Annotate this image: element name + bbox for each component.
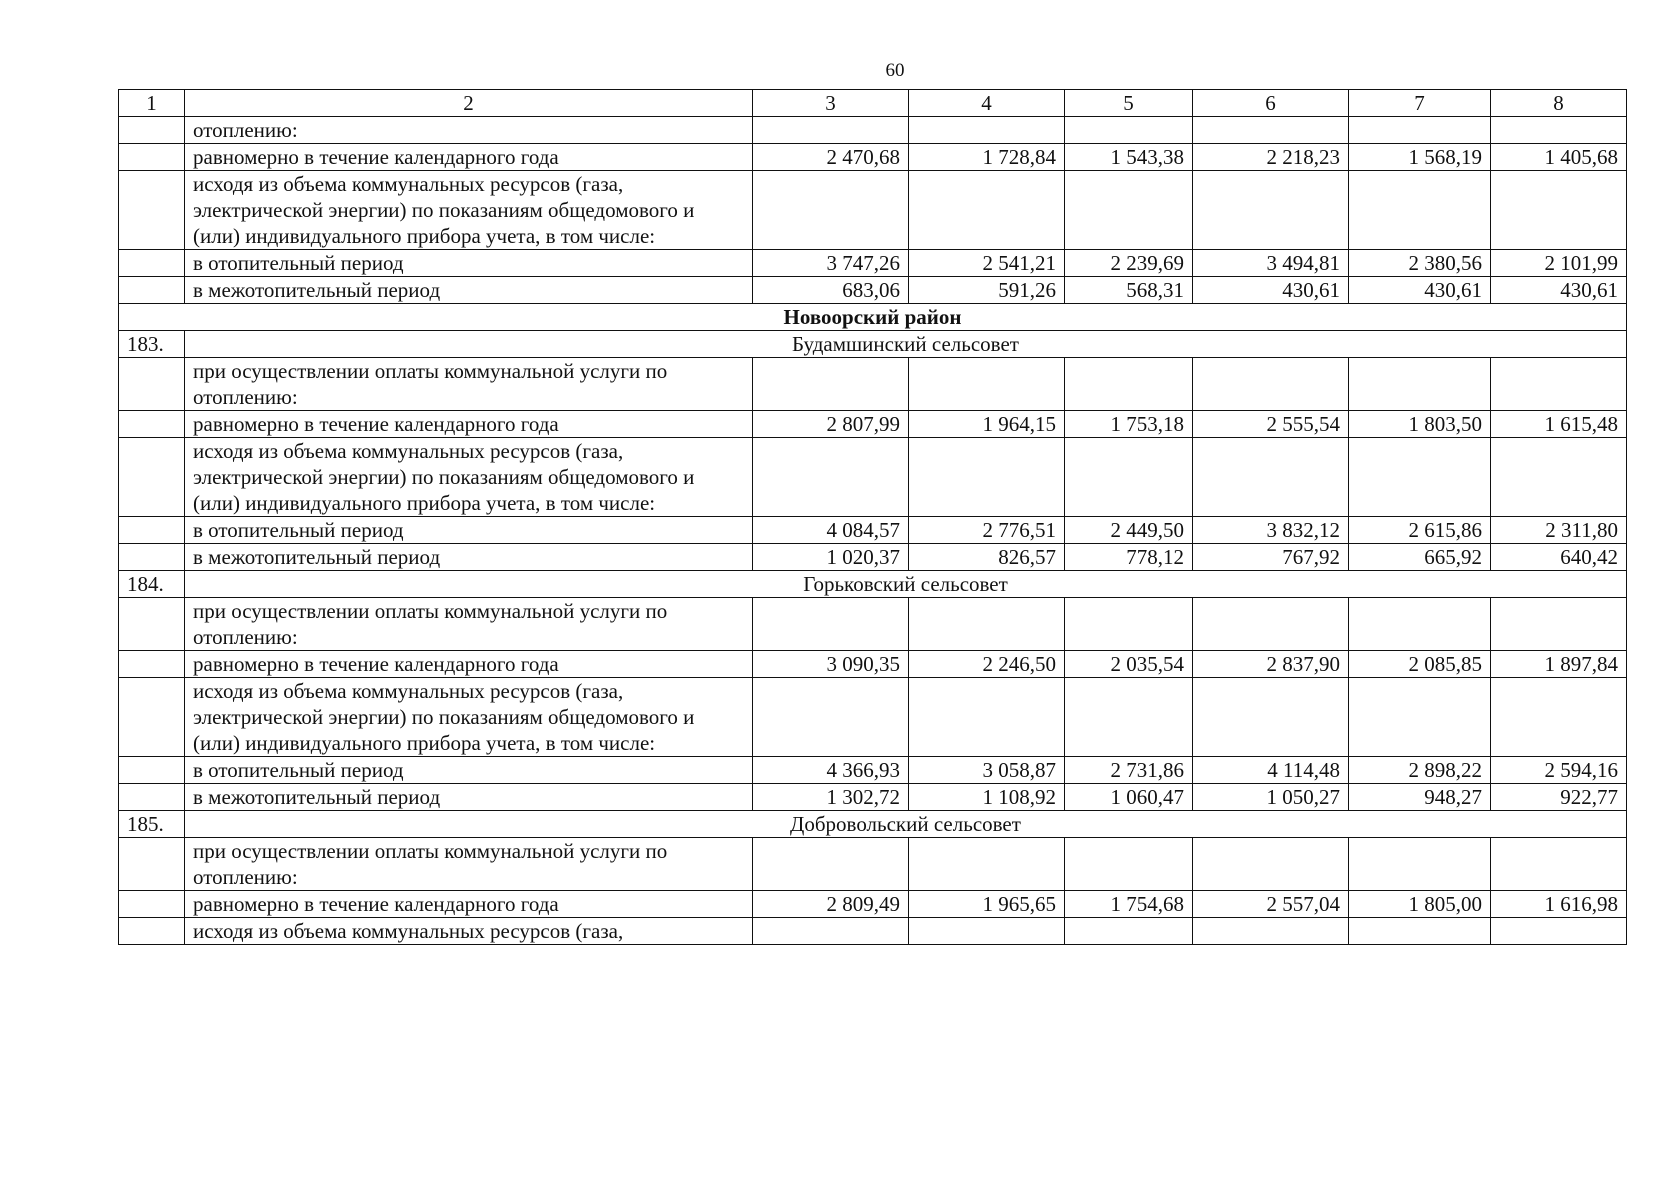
row-label: равномерно в течение календарного года <box>185 144 753 171</box>
value-cell-col-7: 948,27 <box>1349 784 1491 811</box>
table-body <box>119 90 1627 945</box>
value-cell-col-5: 2 035,54 <box>1065 651 1193 678</box>
value-cell-col-6 <box>1193 438 1349 517</box>
column-header: 5 <box>1065 90 1193 117</box>
value-cell-col-6: 1 050,27 <box>1193 784 1349 811</box>
column-header: 8 <box>1491 90 1627 117</box>
value-cell-col-6: 767,92 <box>1193 544 1349 571</box>
value-cell-col-6: 2 557,04 <box>1193 891 1349 918</box>
value-cell-col-7: 1 805,00 <box>1349 891 1491 918</box>
value-cell-col-7: 1 568,19 <box>1349 144 1491 171</box>
table-row <box>119 438 1627 517</box>
value-cell-col-3: 4 084,57 <box>753 517 909 544</box>
value-cell-col-5: 2 239,69 <box>1065 250 1193 277</box>
value-cell-col-4: 1 965,65 <box>909 891 1065 918</box>
row-label: отоплению: <box>185 117 753 144</box>
column-header: 6 <box>1193 90 1349 117</box>
value-cell-col-6 <box>1193 171 1349 250</box>
value-cell-col-6: 4 114,48 <box>1193 757 1349 784</box>
value-cell-col-5: 2 449,50 <box>1065 517 1193 544</box>
value-cell-col-3 <box>753 117 909 144</box>
settlement-header-row <box>119 811 1627 838</box>
value-cell-col-5 <box>1065 838 1193 891</box>
value-cell-col-3: 1 302,72 <box>753 784 909 811</box>
row-number <box>119 784 185 811</box>
tariff-table <box>118 89 1627 945</box>
value-cell-col-8: 2 311,80 <box>1491 517 1627 544</box>
row-label: равномерно в течение календарного года <box>185 411 753 438</box>
table-row <box>119 918 1627 945</box>
row-number <box>119 838 185 891</box>
value-cell-col-5: 1 543,38 <box>1065 144 1193 171</box>
value-cell-col-4: 2 246,50 <box>909 651 1065 678</box>
row-label: исходя из объема коммунальных ресурсов (газа, электрической энергии) по показаниям общедомового и (или) индивидуального прибора учета, в том числе: <box>185 171 753 250</box>
value-cell-col-5 <box>1065 358 1193 411</box>
value-cell-col-3 <box>753 171 909 250</box>
table-row <box>119 144 1627 171</box>
row-label: при осуществлении оплаты коммунальной услуги по отоплению: <box>185 598 753 651</box>
value-cell-col-6 <box>1193 678 1349 757</box>
row-number <box>119 918 185 945</box>
value-cell-col-3: 2 809,49 <box>753 891 909 918</box>
row-number <box>119 117 185 144</box>
value-cell-col-6: 430,61 <box>1193 277 1349 304</box>
value-cell-col-8 <box>1491 438 1627 517</box>
table-row <box>119 250 1627 277</box>
table-row <box>119 411 1627 438</box>
settlement-title: Будамшинский сельсовет <box>185 331 1627 358</box>
value-cell-col-6 <box>1193 358 1349 411</box>
value-cell-col-8 <box>1491 598 1627 651</box>
value-cell-col-8: 640,42 <box>1491 544 1627 571</box>
value-cell-col-6: 2 218,23 <box>1193 144 1349 171</box>
value-cell-col-4 <box>909 358 1065 411</box>
value-cell-col-7: 2 615,86 <box>1349 517 1491 544</box>
value-cell-col-6 <box>1193 598 1349 651</box>
value-cell-col-5: 568,31 <box>1065 277 1193 304</box>
value-cell-col-6: 3 832,12 <box>1193 517 1349 544</box>
value-cell-col-8 <box>1491 918 1627 945</box>
value-cell-col-7 <box>1349 358 1491 411</box>
value-cell-col-4: 2 776,51 <box>909 517 1065 544</box>
table-row <box>119 517 1627 544</box>
table-row <box>119 757 1627 784</box>
row-label: в отопительный период <box>185 517 753 544</box>
value-cell-col-4: 1 728,84 <box>909 144 1065 171</box>
value-cell-col-8: 1 616,98 <box>1491 891 1627 918</box>
row-label: в отопительный период <box>185 757 753 784</box>
row-number <box>119 678 185 757</box>
value-cell-col-4: 1 108,92 <box>909 784 1065 811</box>
value-cell-col-5 <box>1065 117 1193 144</box>
value-cell-col-7 <box>1349 918 1491 945</box>
value-cell-col-3 <box>753 918 909 945</box>
row-number <box>119 358 185 411</box>
value-cell-col-6 <box>1193 838 1349 891</box>
row-number <box>119 171 185 250</box>
value-cell-col-8: 430,61 <box>1491 277 1627 304</box>
value-cell-col-5 <box>1065 918 1193 945</box>
row-number <box>119 411 185 438</box>
value-cell-col-7: 665,92 <box>1349 544 1491 571</box>
value-cell-col-4 <box>909 918 1065 945</box>
value-cell-col-8: 922,77 <box>1491 784 1627 811</box>
value-cell-col-4: 826,57 <box>909 544 1065 571</box>
value-cell-col-6 <box>1193 918 1349 945</box>
column-header: 7 <box>1349 90 1491 117</box>
table-row <box>119 651 1627 678</box>
row-number <box>119 250 185 277</box>
table-row <box>119 358 1627 411</box>
value-cell-col-5 <box>1065 438 1193 517</box>
district-title: Новоорский район <box>119 304 1627 331</box>
value-cell-col-4: 2 541,21 <box>909 250 1065 277</box>
column-header-row <box>119 90 1627 117</box>
value-cell-col-6: 2 555,54 <box>1193 411 1349 438</box>
row-label: равномерно в течение календарного года <box>185 651 753 678</box>
value-cell-col-3: 2 807,99 <box>753 411 909 438</box>
value-cell-col-5: 2 731,86 <box>1065 757 1193 784</box>
settlement-title: Добровольский сельсовет <box>185 811 1627 838</box>
value-cell-col-6: 3 494,81 <box>1193 250 1349 277</box>
value-cell-col-6: 2 837,90 <box>1193 651 1349 678</box>
table-row <box>119 277 1627 304</box>
row-number <box>119 757 185 784</box>
table-row <box>119 598 1627 651</box>
value-cell-col-7 <box>1349 598 1491 651</box>
row-label: исходя из объема коммунальных ресурсов (газа, электрической энергии) по показаниям общедомового и (или) индивидуального прибора учета, в том числе: <box>185 438 753 517</box>
row-number <box>119 144 185 171</box>
settlement-title: Горьковский сельсовет <box>185 571 1627 598</box>
value-cell-col-8 <box>1491 678 1627 757</box>
value-cell-col-7 <box>1349 838 1491 891</box>
value-cell-col-7: 430,61 <box>1349 277 1491 304</box>
column-header: 2 <box>185 90 753 117</box>
row-label: при осуществлении оплаты коммунальной услуги по отоплению: <box>185 838 753 891</box>
value-cell-col-7 <box>1349 117 1491 144</box>
row-number: 184. <box>119 571 185 598</box>
value-cell-col-4 <box>909 438 1065 517</box>
value-cell-col-8: 2 594,16 <box>1491 757 1627 784</box>
value-cell-col-4 <box>909 678 1065 757</box>
value-cell-col-5: 1 060,47 <box>1065 784 1193 811</box>
row-label: равномерно в течение календарного года <box>185 891 753 918</box>
value-cell-col-4 <box>909 838 1065 891</box>
settlement-header-row <box>119 571 1627 598</box>
column-header: 3 <box>753 90 909 117</box>
value-cell-col-7: 2 085,85 <box>1349 651 1491 678</box>
value-cell-col-4 <box>909 598 1065 651</box>
value-cell-col-8: 1 897,84 <box>1491 651 1627 678</box>
row-label: в межотопительный период <box>185 277 753 304</box>
table-row <box>119 678 1627 757</box>
value-cell-col-7 <box>1349 171 1491 250</box>
row-number <box>119 277 185 304</box>
value-cell-col-5: 1 754,68 <box>1065 891 1193 918</box>
value-cell-col-8: 2 101,99 <box>1491 250 1627 277</box>
value-cell-col-3: 2 470,68 <box>753 144 909 171</box>
row-number <box>119 544 185 571</box>
value-cell-col-5 <box>1065 171 1193 250</box>
value-cell-col-4: 591,26 <box>909 277 1065 304</box>
table-row <box>119 891 1627 918</box>
value-cell-col-3 <box>753 678 909 757</box>
row-label: в межотопительный период <box>185 544 753 571</box>
value-cell-col-5: 778,12 <box>1065 544 1193 571</box>
row-number <box>119 651 185 678</box>
table-row <box>119 171 1627 250</box>
page-number: 60 <box>885 60 905 81</box>
value-cell-col-3 <box>753 838 909 891</box>
value-cell-col-5 <box>1065 598 1193 651</box>
row-number <box>119 891 185 918</box>
value-cell-col-4 <box>909 171 1065 250</box>
row-number: 183. <box>119 331 185 358</box>
row-number <box>119 438 185 517</box>
value-cell-col-6 <box>1193 117 1349 144</box>
value-cell-col-3: 1 020,37 <box>753 544 909 571</box>
value-cell-col-8 <box>1491 171 1627 250</box>
settlement-header-row <box>119 331 1627 358</box>
value-cell-col-3 <box>753 358 909 411</box>
value-cell-col-8 <box>1491 838 1627 891</box>
column-header: 4 <box>909 90 1065 117</box>
value-cell-col-4: 1 964,15 <box>909 411 1065 438</box>
value-cell-col-7: 2 380,56 <box>1349 250 1491 277</box>
value-cell-col-7: 2 898,22 <box>1349 757 1491 784</box>
value-cell-col-7 <box>1349 678 1491 757</box>
value-cell-col-3: 3 747,26 <box>753 250 909 277</box>
row-label: исходя из объема коммунальных ресурсов (газа, <box>185 918 753 945</box>
table-row <box>119 784 1627 811</box>
value-cell-col-8 <box>1491 117 1627 144</box>
row-number <box>119 598 185 651</box>
row-label: исходя из объема коммунальных ресурсов (газа, электрической энергии) по показаниям общедомового и (или) индивидуального прибора учета, в том числе: <box>185 678 753 757</box>
value-cell-col-7 <box>1349 438 1491 517</box>
value-cell-col-4 <box>909 117 1065 144</box>
value-cell-col-3 <box>753 598 909 651</box>
table-row <box>119 838 1627 891</box>
value-cell-col-8 <box>1491 358 1627 411</box>
value-cell-col-4: 3 058,87 <box>909 757 1065 784</box>
value-cell-col-3: 683,06 <box>753 277 909 304</box>
value-cell-col-3 <box>753 438 909 517</box>
row-number: 185. <box>119 811 185 838</box>
value-cell-col-3: 4 366,93 <box>753 757 909 784</box>
value-cell-col-3: 3 090,35 <box>753 651 909 678</box>
row-label: при осуществлении оплаты коммунальной услуги по отоплению: <box>185 358 753 411</box>
row-label: в отопительный период <box>185 250 753 277</box>
value-cell-col-8: 1 615,48 <box>1491 411 1627 438</box>
column-header: 1 <box>119 90 185 117</box>
district-header-row <box>119 304 1627 331</box>
table-row <box>119 544 1627 571</box>
value-cell-col-7: 1 803,50 <box>1349 411 1491 438</box>
row-number <box>119 517 185 544</box>
table-row <box>119 117 1627 144</box>
value-cell-col-5: 1 753,18 <box>1065 411 1193 438</box>
value-cell-col-5 <box>1065 678 1193 757</box>
row-label: в межотопительный период <box>185 784 753 811</box>
value-cell-col-8: 1 405,68 <box>1491 144 1627 171</box>
